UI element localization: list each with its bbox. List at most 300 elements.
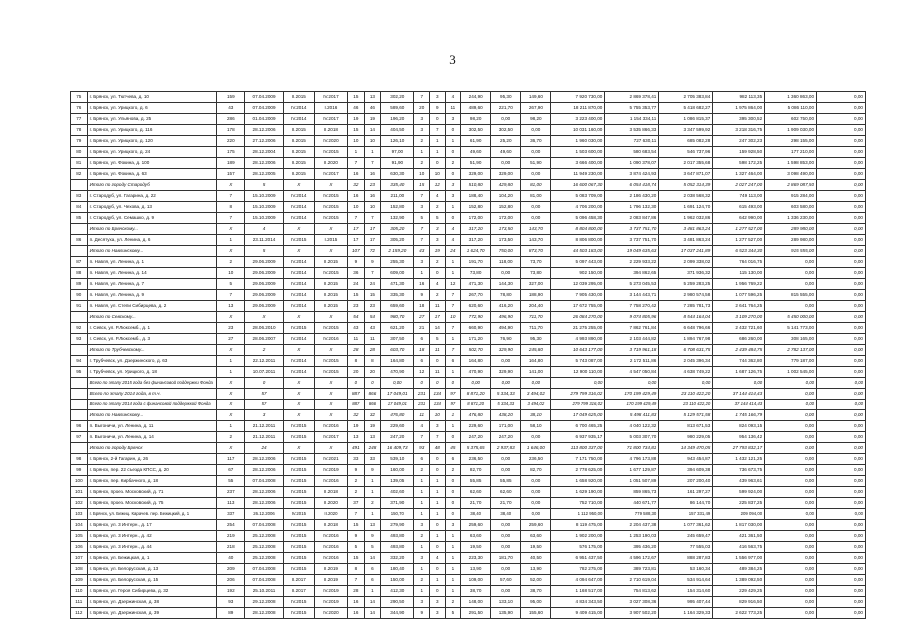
cell-residents-total: 16 bbox=[364, 169, 381, 180]
cell-rooms-total: 0 bbox=[414, 378, 430, 389]
cell-residents-planned: 28 bbox=[348, 345, 365, 356]
table-row bbox=[71, 563, 866, 574]
table-row bbox=[71, 323, 866, 334]
cell-recognition-date: 25.12.2008 bbox=[245, 541, 283, 552]
cell-rooms-private: 0 bbox=[430, 114, 446, 125]
table-row bbox=[71, 290, 866, 301]
cell-residents-planned: 17 bbox=[348, 224, 365, 235]
cell-address: г. Севск, ул. Р.Люксемб., д. 3 bbox=[87, 334, 217, 345]
cell-rooms-private: 11 bbox=[430, 345, 446, 356]
cell-total-area: 609,00 bbox=[381, 268, 414, 279]
cell-residents-total: 13 bbox=[364, 92, 381, 103]
cell-house-id: 1 bbox=[217, 421, 245, 432]
cell-house-id: X bbox=[217, 410, 245, 421]
cell-recognition-date: 07.04.2009 bbox=[245, 103, 283, 114]
cell-planned-start: IV.2015 bbox=[283, 323, 314, 334]
cell-residents-planned: 15 bbox=[348, 290, 365, 301]
cell-rooms-total: 3 bbox=[414, 552, 430, 563]
cell-rooms-municipal: 3 bbox=[445, 191, 461, 202]
cell-rooms-municipal: 97 bbox=[445, 388, 461, 399]
cell-house-id: 67 bbox=[217, 465, 245, 476]
cell-cost-extra: 603 580,00 bbox=[765, 202, 817, 213]
cell-planned-start: II.2015 bbox=[283, 125, 314, 136]
cell-rooms-municipal: 1 bbox=[445, 563, 461, 574]
cell-cost-fund: 779 588,30 bbox=[605, 509, 659, 520]
table-row bbox=[71, 114, 866, 125]
cell-residents-total: 32 bbox=[364, 410, 381, 421]
cell-address: Итого по Навлинскому... bbox=[87, 410, 217, 421]
cell-cost-region: 1 086 815,37 bbox=[659, 114, 713, 125]
cell-cost-fund: 5 273 045,53 bbox=[605, 279, 659, 290]
cell-cost-local: 421 361,50 bbox=[713, 530, 765, 541]
cell-planned-end: X bbox=[314, 378, 347, 389]
cell-cost-fund: 71 800 734,81 bbox=[605, 443, 659, 454]
cell-cost-fund: 4 040 122,32 bbox=[605, 421, 659, 432]
cell-cost-total: 9 409 415,00 bbox=[551, 607, 605, 618]
cell-area-municipal: 81,00 bbox=[521, 191, 551, 202]
cell-area-total: 152,80 bbox=[461, 202, 491, 213]
cell-cost-total: 782 275,00 bbox=[551, 563, 605, 574]
cell-planned-start: IV.2015 bbox=[283, 596, 314, 607]
cell-cost-total: 1 902 200,00 bbox=[551, 530, 605, 541]
cell-row-number bbox=[71, 443, 88, 454]
cell-residents-total: 24 bbox=[364, 279, 381, 290]
cell-cost-region: 8 544 164,04 bbox=[659, 312, 713, 323]
cell-area-total: 302,50 bbox=[461, 125, 491, 136]
cell-rooms-total: 7 bbox=[414, 224, 430, 235]
cell-rooms-private: 2 bbox=[430, 290, 446, 301]
cell-area-private: 0,00 bbox=[491, 378, 521, 389]
cell-cost-fund: 2 204 437,38 bbox=[605, 519, 659, 530]
cell-area-private: 302,50 bbox=[491, 125, 521, 136]
cell-house-id: 189 bbox=[217, 158, 245, 169]
cell-rooms-private: 3 bbox=[430, 596, 446, 607]
cell-cost-other: 0,00 bbox=[817, 202, 866, 213]
cell-area-municipal: 63,60 bbox=[521, 530, 551, 541]
cell-rooms-private: 3 bbox=[430, 224, 446, 235]
cell-cost-extra: 0,00 bbox=[765, 607, 817, 618]
cell-residents-total: 10 bbox=[364, 136, 381, 147]
cell-cost-other: 0,00 bbox=[817, 519, 866, 530]
cell-area-total: 660,90 bbox=[461, 323, 491, 334]
cell-cost-local: 686 260,00 bbox=[713, 334, 765, 345]
cell-residents-planned: 15 bbox=[348, 125, 365, 136]
cell-cost-region: 14 349 470,05 bbox=[659, 443, 713, 454]
cell-area-total: 55,85 bbox=[461, 476, 491, 487]
cell-cost-extra: 289 980,00 bbox=[765, 235, 817, 246]
cell-rooms-municipal: 1 bbox=[445, 552, 461, 563]
cell-residents-total: 15 bbox=[364, 290, 381, 301]
cell-residents-planned: 5 bbox=[348, 541, 365, 552]
cell-cost-local: 1 277 527,00 bbox=[713, 224, 765, 235]
cell-planned-end: II.2018 bbox=[314, 487, 347, 498]
cell-residents-total: 6 bbox=[364, 574, 381, 585]
cell-total-area: 332,20 bbox=[381, 552, 414, 563]
cell-rooms-municipal: 97 bbox=[445, 399, 461, 410]
cell-cost-local: 229 429,25 bbox=[713, 585, 765, 596]
table-row bbox=[71, 574, 866, 585]
cell-cost-local: 247 302,23 bbox=[713, 136, 765, 147]
cell-rooms-municipal: 4 bbox=[445, 92, 461, 103]
cell-area-private: 57,60 bbox=[491, 574, 521, 585]
cell-cost-total: 279 799 316,02 bbox=[551, 399, 605, 410]
cell-cost-extra: 5 086 110,00 bbox=[765, 103, 817, 114]
cell-residents-planned: 887 bbox=[348, 399, 365, 410]
cell-house-id: 8 bbox=[217, 202, 245, 213]
cell-planned-start: IV.2015 bbox=[283, 509, 314, 520]
cell-cost-total: 12 039 295,00 bbox=[551, 279, 605, 290]
cell-cost-region: 161 297,27 bbox=[659, 487, 713, 498]
cell-residents-planned: 20 bbox=[348, 367, 365, 378]
cell-residents-total: 866 bbox=[364, 399, 381, 410]
cell-area-total: 329,00 bbox=[461, 169, 491, 180]
cell-planned-end: IV.2015 bbox=[314, 356, 347, 367]
cell-area-municipal: 143,70 bbox=[521, 235, 551, 246]
cell-residents-total: 33 bbox=[364, 454, 381, 465]
cell-residents-planned: 16 bbox=[348, 169, 365, 180]
cell-recognition-date: 0 bbox=[245, 378, 283, 389]
cell-rooms-total: 9 bbox=[414, 607, 430, 618]
cell-rooms-municipal: 7 bbox=[445, 323, 461, 334]
cell-area-municipal: 95,30 bbox=[521, 334, 551, 345]
cell-recognition-date: 28.12.2006 bbox=[245, 454, 283, 465]
cell-cost-extra: 0,00 bbox=[765, 541, 817, 552]
cell-rooms-private: 1 bbox=[430, 136, 446, 147]
cell-cost-region: 86 144,70 bbox=[659, 498, 713, 509]
cell-cost-other: 0,00 bbox=[817, 356, 866, 367]
cell-cost-other: 0,00 bbox=[817, 541, 866, 552]
cell-house-id: 337 bbox=[217, 509, 245, 520]
cell-area-private: 329,00 bbox=[491, 169, 521, 180]
cell-cost-other: 0,00 bbox=[817, 498, 866, 509]
cell-residents-planned: 107 bbox=[348, 246, 365, 257]
cell-cost-region: 207 200,40 bbox=[659, 476, 713, 487]
cell-rooms-total: 3 bbox=[414, 202, 430, 213]
cell-recognition-date: 28.12.2006 bbox=[245, 158, 283, 169]
cell-planned-start: IV.2015 bbox=[283, 541, 314, 552]
cell-cost-total: 1 960 030,00 bbox=[551, 136, 605, 147]
cell-planned-start: IV.2014 bbox=[283, 290, 314, 301]
cell-area-private: 133,10 bbox=[491, 596, 521, 607]
cell-address: г. Брянск, проез. Московский, д. 75 bbox=[87, 498, 217, 509]
cell-cost-extra: 2 782 137,00 bbox=[765, 345, 817, 356]
cell-row-number bbox=[71, 312, 88, 323]
cell-cost-extra: 602 750,00 bbox=[765, 114, 817, 125]
cell-cost-region: 6 708 631,75 bbox=[659, 345, 713, 356]
cell-cost-fund: 170 199 429,49 bbox=[605, 399, 659, 410]
cell-planned-start: IV.2014 bbox=[283, 257, 314, 268]
cell-rooms-private: 134 bbox=[430, 388, 446, 399]
cell-total-area: 150,00 bbox=[381, 574, 414, 585]
cell-area-municipal: 3 494,02 bbox=[521, 399, 551, 410]
cell-residents-planned: 23 bbox=[348, 301, 365, 312]
cell-address: г. Брянск, проез. Московский, д. 71 bbox=[87, 487, 217, 498]
cell-rooms-total: 6 bbox=[414, 334, 430, 345]
cell-cost-other: 0,00 bbox=[817, 334, 866, 345]
cell-area-private: 494,90 bbox=[491, 323, 521, 334]
cell-rooms-private: 5 bbox=[430, 334, 446, 345]
cell-cost-local: 824 093,15 bbox=[713, 421, 765, 432]
cell-cost-other: 0,00 bbox=[817, 388, 866, 399]
cell-area-total: 148,00 bbox=[461, 596, 491, 607]
cell-cost-other: 0,00 bbox=[817, 465, 866, 476]
cell-area-municipal: 236,50 bbox=[521, 454, 551, 465]
cell-rooms-private: 0 bbox=[430, 454, 446, 465]
cell-cost-extra: 0,00 bbox=[765, 574, 817, 585]
cell-total-area: 164,80 bbox=[381, 356, 414, 367]
cell-cost-extra: 5 141 773,00 bbox=[765, 323, 817, 334]
cell-total-area: 152,80 bbox=[381, 202, 414, 213]
cell-residents-total: 43 bbox=[364, 323, 381, 334]
cell-cost-local: 159 928,50 bbox=[713, 147, 765, 158]
cell-area-private: 21,70 bbox=[491, 498, 521, 509]
cell-residents-planned: 13 bbox=[348, 432, 365, 443]
cell-rooms-private: 4 bbox=[430, 191, 446, 202]
table-row bbox=[71, 421, 866, 432]
cell-rooms-private: 1 bbox=[430, 476, 446, 487]
cell-cost-region: 685 082,28 bbox=[659, 136, 713, 147]
cell-house-id: X bbox=[217, 378, 245, 389]
cell-address: г. Брянск, ул. Фокина, д. 100 bbox=[87, 158, 217, 169]
cell-rooms-total: 1 bbox=[414, 563, 430, 574]
table-row bbox=[71, 92, 866, 103]
cell-cost-local: 439 963,61 bbox=[713, 476, 765, 487]
cell-cost-region: 6 648 796,66 bbox=[659, 323, 713, 334]
cell-cost-region: 813 671,53 bbox=[659, 421, 713, 432]
cell-cost-extra: 815 555,00 bbox=[765, 290, 817, 301]
cell-rooms-municipal: 0 bbox=[445, 169, 461, 180]
cell-total-area: 229,60 bbox=[381, 421, 414, 432]
cell-rooms-total: 16 bbox=[414, 279, 430, 290]
cell-rooms-total: 4 bbox=[414, 421, 430, 432]
cell-cost-total: 26 084 270,00 bbox=[551, 312, 605, 323]
cell-area-private: 0,00 bbox=[491, 268, 521, 279]
cell-address: п. Выгоничи, ул. Ленина, д. 11 bbox=[87, 421, 217, 432]
cell-rooms-total: 7 bbox=[414, 235, 430, 246]
cell-total-area: 196,20 bbox=[381, 114, 414, 125]
cell-cost-total: 1 629 190,00 bbox=[551, 487, 605, 498]
cell-area-municipal: 1 646,00 bbox=[521, 443, 551, 454]
cell-area-total: 510,80 bbox=[461, 180, 491, 191]
cell-row-number: 98 bbox=[71, 454, 88, 465]
table-row bbox=[71, 465, 866, 476]
cell-row-number: 93 bbox=[71, 334, 88, 345]
cell-cost-other: 0,00 bbox=[817, 290, 866, 301]
table-row bbox=[71, 509, 866, 520]
cell-row-number: 88 bbox=[71, 268, 88, 279]
table-row bbox=[71, 487, 866, 498]
cell-total-area: 255,30 bbox=[381, 257, 414, 268]
cell-cost-extra: 0,00 bbox=[765, 410, 817, 421]
cell-residents-total: 11 bbox=[364, 334, 381, 345]
cell-area-total: 38,70 bbox=[461, 585, 491, 596]
cell-recognition-date: 07.04.2008 bbox=[245, 476, 283, 487]
cell-cost-fund: 3 907 502,20 bbox=[605, 607, 659, 618]
cell-house-id: 218 bbox=[217, 541, 245, 552]
cell-total-area: 305,20 bbox=[381, 224, 414, 235]
cell-cost-total: 4 706 200,00 bbox=[551, 202, 605, 213]
cell-rooms-municipal: 3 bbox=[445, 519, 461, 530]
cell-rooms-private: 3 bbox=[430, 235, 446, 246]
cell-row-number: 80 bbox=[71, 147, 88, 158]
cell-cost-region: 1 962 032,86 bbox=[659, 213, 713, 224]
cell-cost-extra: 0,00 bbox=[765, 388, 817, 399]
cell-area-private: 135,90 bbox=[491, 607, 521, 618]
cell-residents-total: 1 bbox=[364, 147, 381, 158]
cell-residents-total: 20 bbox=[364, 367, 381, 378]
cell-cost-extra: 0,00 bbox=[765, 421, 817, 432]
cell-address: Итого по городу Стародуб bbox=[87, 180, 217, 191]
cell-area-private: 329,90 bbox=[491, 367, 521, 378]
cell-cost-local: 1 956 769,22 bbox=[713, 279, 765, 290]
cell-area-municipal: 259,60 bbox=[521, 519, 551, 530]
cell-area-total: 164,80 bbox=[461, 356, 491, 367]
cell-rooms-total: 3 bbox=[414, 519, 430, 530]
cell-house-id: 237 bbox=[217, 487, 245, 498]
cell-recognition-date: 15.10.2009 bbox=[245, 202, 283, 213]
cell-rooms-municipal: 0 bbox=[445, 125, 461, 136]
cell-residents-total: 7 bbox=[364, 268, 381, 279]
cell-house-id: 23 bbox=[217, 323, 245, 334]
cell-planned-end: X bbox=[314, 399, 347, 410]
cell-area-private: 0,00 bbox=[491, 158, 521, 169]
cell-area-municipal: 81,00 bbox=[521, 180, 551, 191]
cell-rooms-private: 0 bbox=[430, 585, 446, 596]
cell-cost-total: 6 700 465,25 bbox=[551, 421, 605, 432]
cell-cost-total: 8 804 800,00 bbox=[551, 224, 605, 235]
cell-planned-start: X bbox=[283, 246, 314, 257]
cell-cost-fund: 2 172 511,86 bbox=[605, 356, 659, 367]
cell-cost-total: 6 937 935,17 bbox=[551, 432, 605, 443]
cell-total-area: 335,30 bbox=[381, 290, 414, 301]
cell-residents-planned: 36 bbox=[348, 268, 365, 279]
cell-cost-total: 8 806 800,00 bbox=[551, 235, 605, 246]
cell-address: п. Навля, ул. Степи Сибирцева, д. 2 bbox=[87, 301, 217, 312]
cell-residents-total: 28 bbox=[364, 345, 381, 356]
cell-rooms-total: 11 bbox=[414, 410, 430, 421]
cell-area-municipal: 204,40 bbox=[521, 301, 551, 312]
cell-rooms-municipal: 5 bbox=[445, 607, 461, 618]
cell-residents-planned: 17 bbox=[348, 235, 365, 246]
cell-total-area: 16 409,73 bbox=[381, 443, 414, 454]
cell-area-private: 5 334,33 bbox=[491, 388, 521, 399]
cell-cost-other: 0,00 bbox=[817, 323, 866, 334]
cell-area-total: 188,40 bbox=[461, 191, 491, 202]
cell-area-municipal: 0,00 bbox=[521, 476, 551, 487]
cell-cost-local: 2 439 484,75 bbox=[713, 345, 765, 356]
cell-address: г. Брянск, ул. Бежиц. Карачев. пер. Бежицкий, д. 1 bbox=[87, 509, 217, 520]
cell-cost-extra: 3 098 490,00 bbox=[765, 169, 817, 180]
cell-planned-start: II.2015 bbox=[283, 169, 314, 180]
cell-cost-fund: 389 723,81 bbox=[605, 563, 659, 574]
cell-area-total: 620,60 bbox=[461, 301, 491, 312]
cell-area-private: 0,00 bbox=[491, 465, 521, 476]
cell-total-area: 493,80 bbox=[381, 530, 414, 541]
cell-recognition-date: 28.06.2010 bbox=[245, 323, 283, 334]
cell-cost-other: 0,00 bbox=[817, 487, 866, 498]
cell-cost-region: 4 638 749,22 bbox=[659, 367, 713, 378]
table-row bbox=[71, 268, 866, 279]
cell-recognition-date: 07.04.2008 bbox=[245, 563, 283, 574]
cell-cost-fund: 1 253 190,03 bbox=[605, 530, 659, 541]
cell-row-number: 99 bbox=[71, 465, 88, 476]
cell-residents-total: 14 bbox=[364, 552, 381, 563]
cell-recognition-date: 10.07.2011 bbox=[245, 367, 283, 378]
cell-area-private: 496,90 bbox=[491, 312, 521, 323]
cell-cost-extra: 915 555,00 bbox=[765, 246, 817, 257]
cell-cost-fund: 3 874 424,93 bbox=[605, 169, 659, 180]
cell-cost-local: 225 837,25 bbox=[713, 498, 765, 509]
cell-house-id: 157 bbox=[217, 169, 245, 180]
cell-total-area: 290,50 bbox=[381, 596, 414, 607]
cell-planned-start: IV.2014 bbox=[283, 114, 314, 125]
cell-row-number bbox=[71, 388, 88, 399]
cell-row-number bbox=[71, 224, 88, 235]
cell-area-total: 62,60 bbox=[461, 487, 491, 498]
cell-house-id: 1 bbox=[217, 235, 245, 246]
cell-residents-planned: 32 bbox=[348, 180, 365, 191]
subtotal-row bbox=[71, 224, 866, 235]
cell-recognition-date: 5 bbox=[245, 180, 283, 191]
cell-cost-extra: 0,00 bbox=[765, 268, 817, 279]
cell-planned-start: IV.2015 bbox=[283, 465, 314, 476]
cell-rooms-municipal: 1 bbox=[445, 585, 461, 596]
cell-cost-region: 995 407,44 bbox=[659, 596, 713, 607]
cell-cost-total: 5 097 443,00 bbox=[551, 257, 605, 268]
cell-address: г. Севск, ул. Р.Люксемб., д. 1 bbox=[87, 323, 217, 334]
cell-area-municipal: 51,90 bbox=[521, 158, 551, 169]
cell-total-area: 211,00 bbox=[381, 191, 414, 202]
cell-cost-fund: 3 027 308,36 bbox=[605, 596, 659, 607]
cell-planned-end: X bbox=[314, 388, 347, 399]
cell-planned-end: IV.2020 bbox=[314, 136, 347, 147]
cell-cost-other: 0,00 bbox=[817, 169, 866, 180]
cell-planned-start: X bbox=[283, 443, 314, 454]
cell-cost-other: 0,00 bbox=[817, 246, 866, 257]
cell-total-area: 279,90 bbox=[381, 519, 414, 530]
cell-residents-planned: 2 bbox=[348, 487, 365, 498]
cell-row-number bbox=[71, 378, 88, 389]
cell-planned-end: X bbox=[314, 224, 347, 235]
cell-rooms-municipal: 6 bbox=[445, 356, 461, 367]
cell-residents-planned: 46 bbox=[348, 103, 365, 114]
cell-house-id: 7 bbox=[217, 290, 245, 301]
cell-house-id: 159 bbox=[217, 92, 245, 103]
cell-address: г. Трубчевск, ул. Дзержинского, д. 63 bbox=[87, 356, 217, 367]
cell-planned-start: IV.2015 bbox=[283, 421, 314, 432]
cell-rooms-total: 27 bbox=[414, 312, 430, 323]
cell-planned-start: IV.2014 bbox=[283, 367, 314, 378]
cell-rooms-municipal: 2 bbox=[445, 158, 461, 169]
cell-total-area: 630,30 bbox=[381, 169, 414, 180]
table-row bbox=[71, 607, 866, 618]
cell-area-total: 38,40 bbox=[461, 509, 491, 520]
cell-total-area: 0,00 bbox=[381, 378, 414, 389]
cell-residents-planned: 19 bbox=[348, 114, 365, 125]
cell-area-municipal: 0,00 bbox=[521, 487, 551, 498]
cell-address: Итого по Брянскому... bbox=[87, 224, 217, 235]
cell-cost-total: 10 643 177,00 bbox=[551, 345, 605, 356]
cell-cost-local: 1 556 977,00 bbox=[713, 552, 765, 563]
cell-area-total: 19,50 bbox=[461, 541, 491, 552]
cell-address: г. Брянск, ул. Урицкого, д. 24 bbox=[87, 147, 217, 158]
cell-row-number: 82 bbox=[71, 169, 88, 180]
cell-area-municipal: 0,00 bbox=[521, 498, 551, 509]
cell-area-total: 21,70 bbox=[461, 498, 491, 509]
table-row bbox=[71, 498, 866, 509]
cell-area-total: 244,90 bbox=[461, 92, 491, 103]
cell-residents-total: 9 bbox=[364, 530, 381, 541]
